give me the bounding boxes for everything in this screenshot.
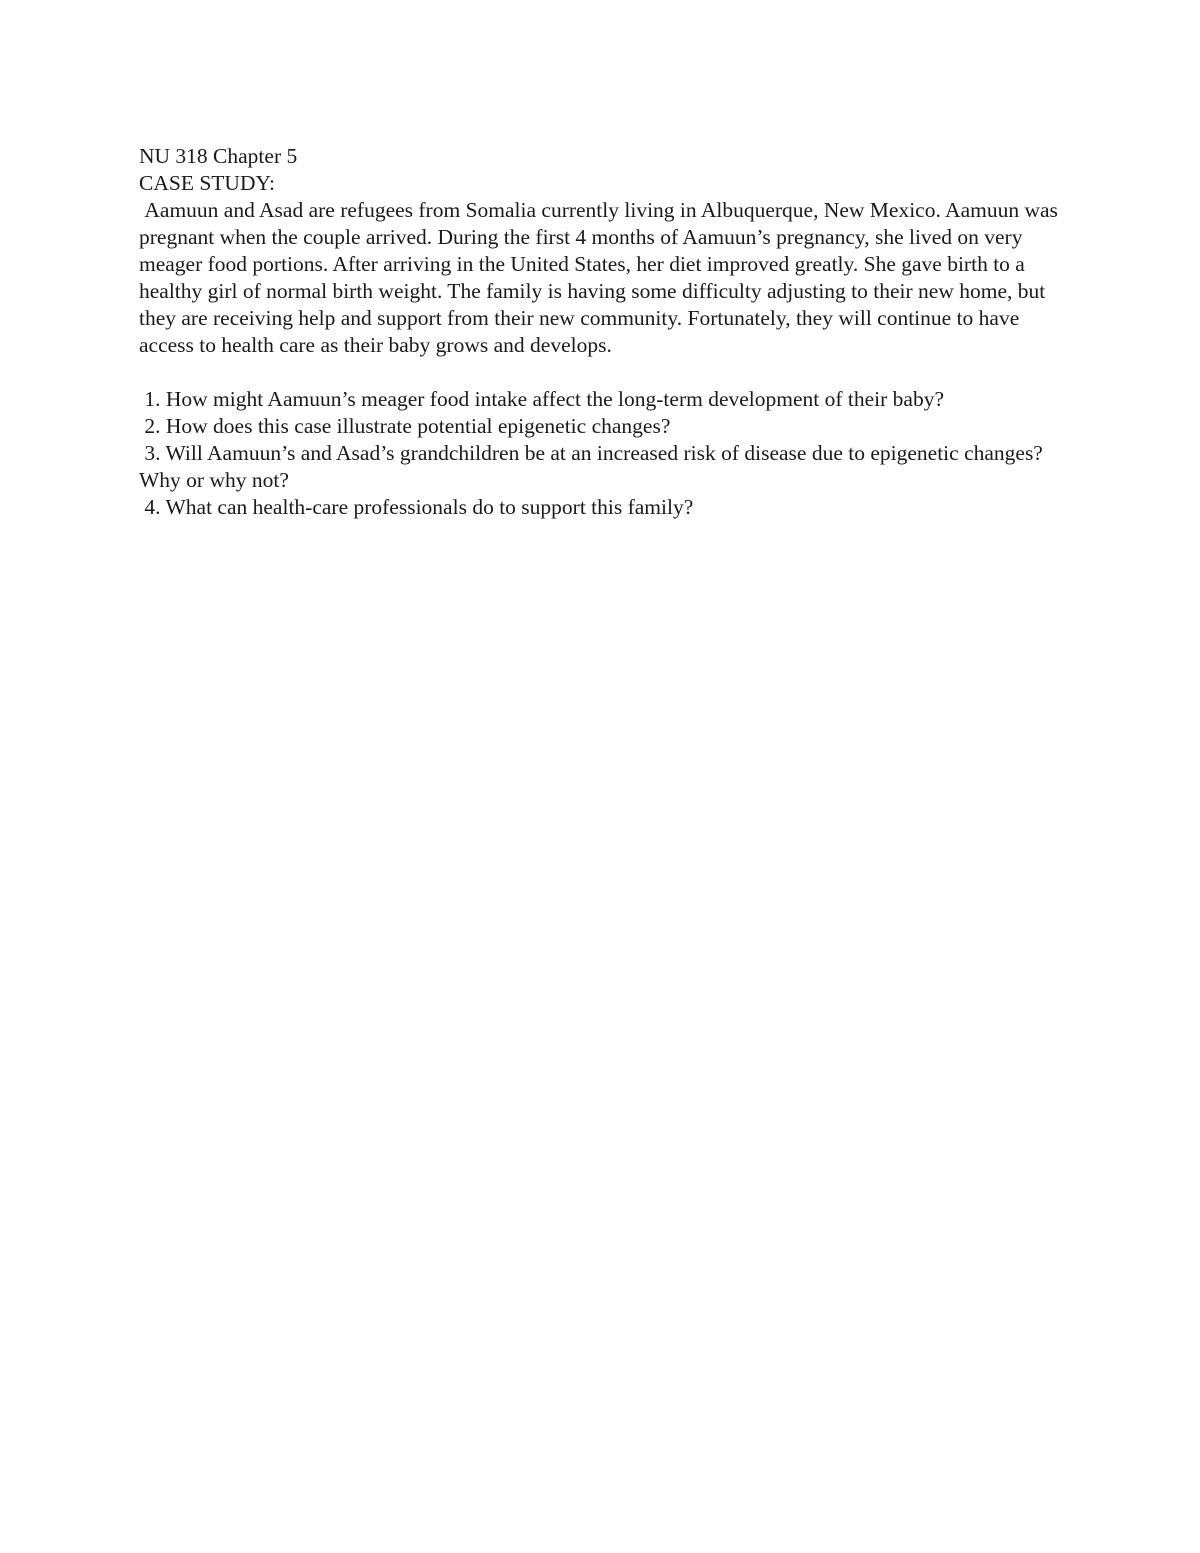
case-study-label: CASE STUDY: xyxy=(139,171,276,195)
document-body xyxy=(139,143,1064,521)
paragraph-spacer xyxy=(139,359,1064,386)
question-2: 2. How does this case illustrate potential epigenetic changes? xyxy=(139,414,671,438)
document-heading: NU 318 Chapter 5 xyxy=(139,144,298,168)
question-1: 1. How might Aamuun’s meager food intake affect the long-term development of their baby? xyxy=(139,387,945,411)
question-3: 3. Will Aamuun’s and Asad’s grandchildren be at an increased risk of disease due to epigenetic changes? Why or why not? xyxy=(139,441,1048,492)
case-study-paragraph: Aamuun and Asad are refugees from Somalia currently living in Albuquerque, New Mexico. Aamuun was pregnant when the couple arrived. During the first 4 months of Aamuun’s pregnancy, she lived on very meager food portions. After arriving in the United States, her diet improved greatly. She gave birth to a healthy girl of normal birth weight. The family is having some difficulty adjusting to their new home, but they are receiving help and support from their new community. Fortunately, they will continue to have access to health care as their baby grows and develops. xyxy=(139,198,1064,357)
question-list xyxy=(139,386,1064,521)
question-4: 4. What can health-care professionals do to support this family? xyxy=(139,495,694,519)
